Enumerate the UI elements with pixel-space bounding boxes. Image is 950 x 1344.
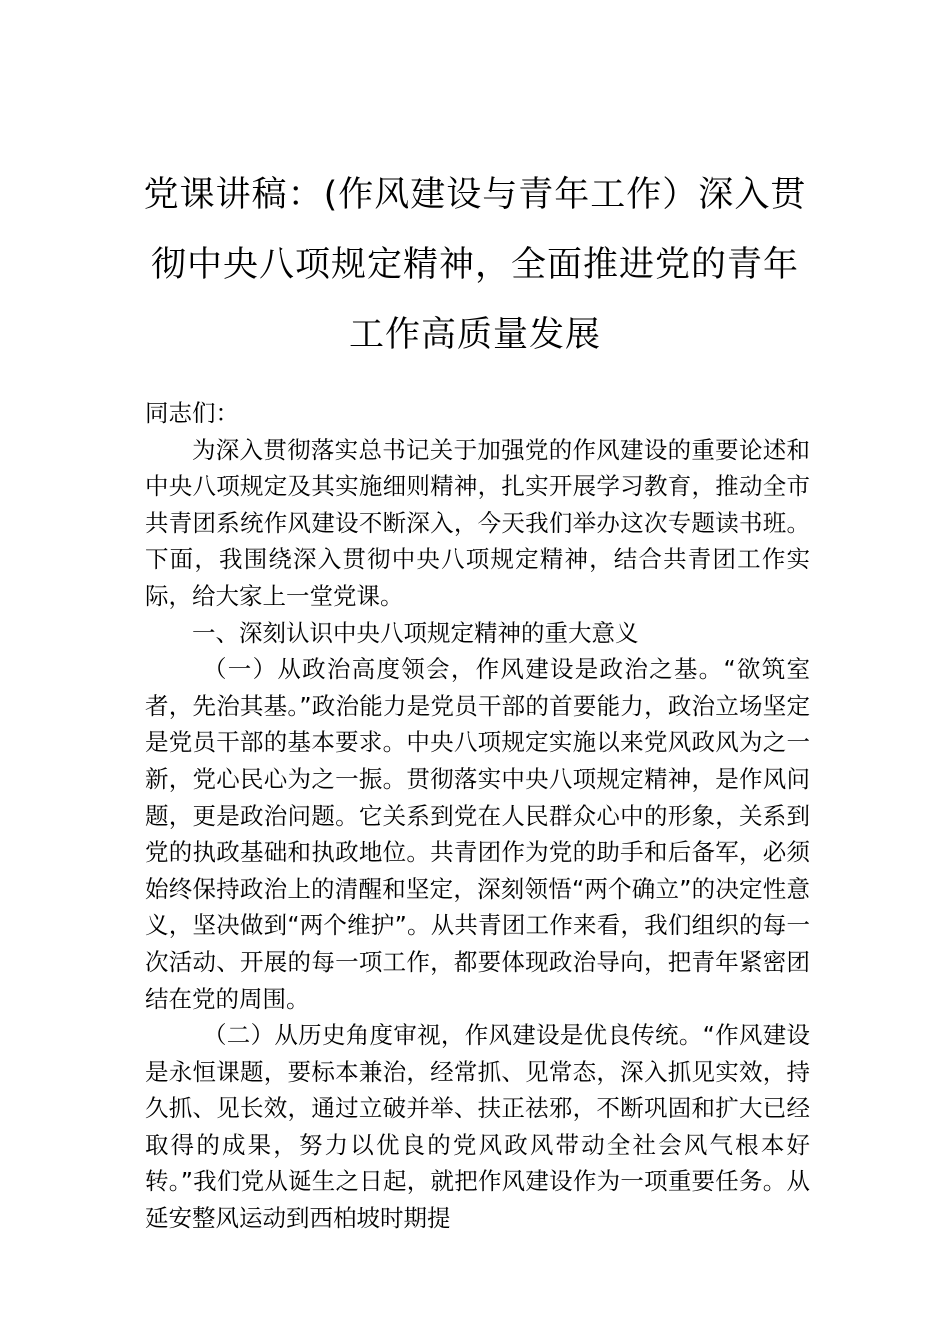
- title-line-2: 彻中央八项规定精神，全面推进党的青年: [150, 245, 799, 285]
- document-title: [140, 160, 810, 370]
- subsection-paragraph-2: （二）从历史角度审视，作风建设是优良传统。“作风建设是永恒课题，要标本兼治，经常抓、见常态，深入抓见实效，持久抓、见长效，通过立破并举、扶正祛邪，不断巩固和扩大已经取得的成果，努力以优良的党风政风带动全社会风气根本好转。”我们党从诞生之日起，就把作风建设作为一项重要任务。从延安整风运动到西柏坡时期提: [145, 1021, 810, 1233]
- title-line-3: 工作高质量发展: [348, 315, 601, 355]
- document-body: [145, 395, 810, 1237]
- title-line-1: 党课讲稿：(作风建设与青年工作）深入贯: [143, 175, 807, 215]
- intro-paragraph: 为深入贯彻落实总书记关于加强党的作风建设的重要论述和中央八项规定及其实施细则精神，扎实开展学习教育，推动全市共青团系统作风建设不断深入，今天我们举办这次专题读书班。下面，我围绕深入贯彻中央八项规定精神，结合共青团工作实际，给大家上一堂党课。: [145, 435, 810, 610]
- subsection-paragraph-1: （一）从政治高度领会，作风建设是政治之基。“欲筑室者，先治其基。”政治能力是党员干部的首要能力，政治立场坚定是党员干部的基本要求。中央八项规定实施以来党风政风为之一新，党心民心为之一振。贯彻落实中央八项规定精神，是作风问题，更是政治问题。它关系到党在人民群众心中的形象，关系到党的执政基础和执政地位。共青团作为党的助手和后备军，必须始终保持政治上的清醒和坚定，深刻领悟“两个确立”的决定性意义，坚决做到“两个维护”。从共青团工作来看，我们组织的每一次活动、开展的每一项工作，都要体现政治导向，把青年紧密团结在党的周围。: [145, 655, 810, 1013]
- section-heading-1: 一、深刻认识中央八项规定精神的重大意义: [192, 618, 639, 647]
- salutation: 同志们：: [145, 399, 239, 427]
